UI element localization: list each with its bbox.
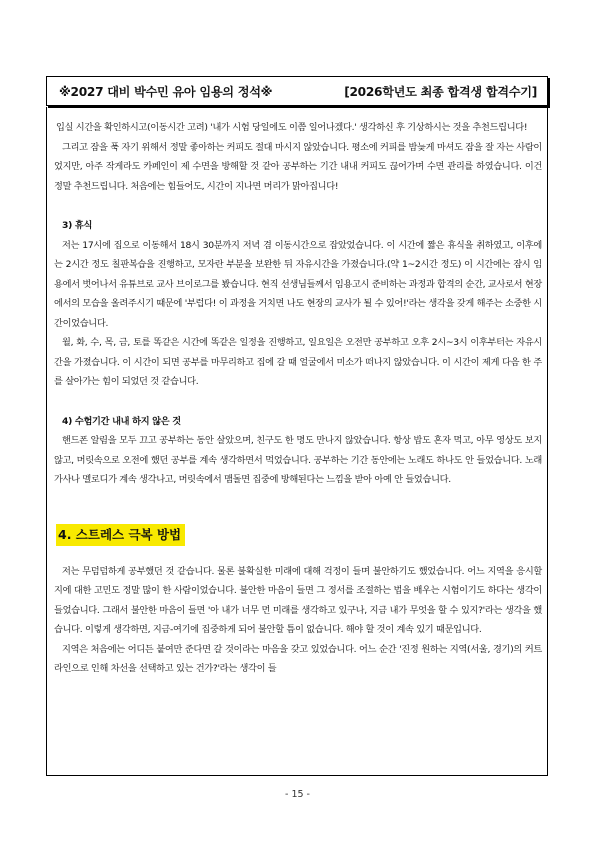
header-doc-title: [2026학년도 최종 합격생 합격수기] (344, 84, 537, 99)
rest-paragraph: 월, 화, 수, 목, 금, 토를 똑같은 시간에 똑같은 일정을 진행하고, 일요일은 오전만 공부하고 오후 2시~3시 이후부터는 자유시간을 가졌습니다. 이 시간이 되면 공부를 마무리하고 집에 갈 때 얼굴에서 미소가 떠나지 않았습니다. 이 시간이 제게 다음 한 주를 살아가는 힘이 되었던 것 같습니다. (54, 337, 542, 387)
intro-paragraph: 그리고 잠을 푹 자기 위해서 정말 좋아하는 커피도 절대 마시지 않았습니다. 평소에 커피를 밤늦게 마셔도 잠을 잘 자는 사람이었지만, 아주 작게라도 카페인이 제 수면을 방해할 것 같아 공부하는 기간 내내 커피도 끊어가며 수면 관리를 하였습니다. 이건 정말 추천드립니다. 처음에는 힘들어도, 시간이 지나면 머리가 맑아집니다! (54, 141, 542, 192)
page-number: - 15 - (285, 789, 310, 800)
intro-paragraph: 입실 시간을 확인하시고(이동시간 고려) '내가 시험 당일에도 이쯤 일어나겠다.' 생각하신 후 기상하시는 것을 추천드립니다! (56, 122, 528, 133)
avoid-paragraph: 핸드폰 알림을 모두 끄고 공부하는 동안 살았으며, 친구도 한 명도 만나지 않았습니다. 항상 밥도 혼자 먹고, 아무 영상도 보지 않고, 머릿속으로 오전에 했던 공부를 계속 생각하면서 먹었습니다. 공부하는 기간 동안에는 노래도 하나도 안 들었습니다. 노래 가사나 멜로디가 계속 생각나고, 머릿속에서 맴돌면 집중에 방해된다는 느낌을 받아 아예 안 들었습니다. (54, 435, 542, 485)
rest-heading: 3) 휴식 (62, 220, 93, 231)
stress-section-heading: 4. 스트레스 극복 방법 (56, 524, 185, 546)
document-header (46, 76, 548, 106)
header-course-title: ※2027 대비 박수민 유아 임용의 정석※ (59, 84, 273, 99)
stress-paragraph: 지역은 처음에는 어디든 붙여만 준다면 갈 것이라는 마음을 갖고 있었습니다. 어느 순간 '진정 원하는 지역(서울, 경기)의 커트라인으로 인해 차선을 선택하고 있는 건가?'라는 생각이 들 (54, 643, 542, 674)
stress-section-wrap (54, 508, 542, 556)
stress-paragraph: 저는 무덤덤하게 공부했던 것 같습니다. 물론 불확실한 미래에 대해 걱정이 들며 불안하기도 했었습니다. 어느 지역을 응시할지에 대한 고민도 정말 많이 한 사람이었습니다. 불안한 마음이 들면 그 정서를 조절하는 법을 배우는 시험이기도 하다는 생각이 들었습니다. 그래서 불안한 마음이 들면 '아 내가 너무 먼 미래를 생각하고 있구나, 지금 내가 무엇을 할 수 있지?'라는 생각을 했습니다. 이렇게 생각하면, 지금-여기에 집중하게 되어 불안할 틈이 없습니다. 해야 할 것이 계속 있기 때문입니다. (54, 565, 542, 635)
avoid-heading: 4) 수험기간 내내 하지 않은 것 (62, 415, 181, 427)
rest-paragraph: 저는 17시에 집으로 이동해서 18시 30분까지 저녁 겸 이동시간으로 잡았었습니다. 이 시간에 짧은 휴식을 취하였고, 이후에는 2시간 정도 칠판복습을 진행하고, 모자란 부분을 보완한 뒤 자유시간을 가졌습니다.(약 1~2시간 정도) 이 시간에는 잠시 임용에서 벗어나서 유튜브로 교사 브이로그를 봤습니다. 현직 선생님들께서 임용고시 준비하는 과정과 합격의 순간, 교사로서 현장에서의 모습을 올려주시기 때문에 '부럽다! 이 과정을 거치면 나도 현장의 교사가 될 수 있어!'라는 생각을 갖게 해주는 소중한 시간이었습니다. (54, 239, 542, 329)
document-body (54, 118, 542, 679)
